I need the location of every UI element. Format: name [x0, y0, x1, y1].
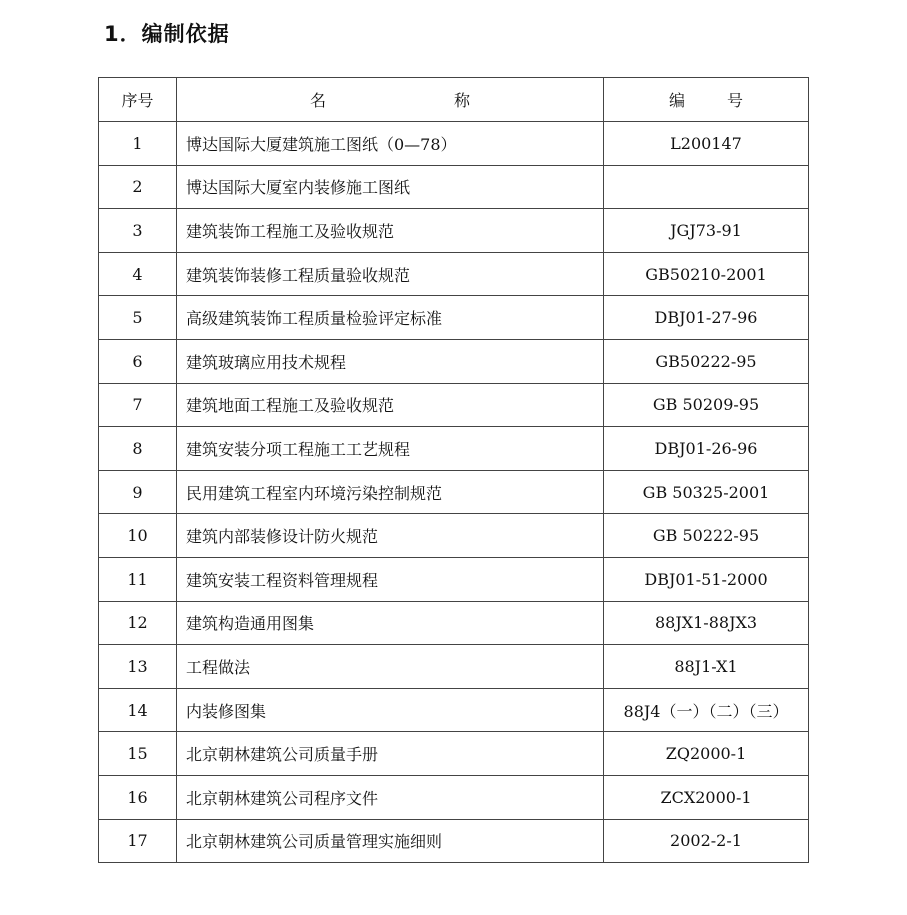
section-heading: 1．编制依据	[104, 22, 230, 46]
row-index: 3	[99, 209, 177, 253]
row-index: 2	[99, 165, 177, 209]
row-code: 88J1-X1	[604, 645, 809, 689]
row-name: 建筑安装分项工程施工工艺规程	[177, 427, 604, 471]
table-row	[99, 122, 809, 166]
basis-table	[98, 77, 809, 863]
header-name-char-1: 名	[309, 91, 326, 110]
row-code: GB 50222-95	[604, 514, 809, 558]
row-code: GB50210-2001	[604, 252, 809, 296]
header-code	[604, 78, 809, 122]
row-index: 10	[99, 514, 177, 558]
row-index: 9	[99, 470, 177, 514]
row-index: 1	[99, 122, 177, 166]
row-name: 建筑内部装修设计防火规范	[177, 514, 604, 558]
row-name: 北京朝林建筑公司质量手册	[177, 732, 604, 776]
row-code: 2002-2-1	[604, 819, 809, 863]
row-index: 17	[99, 819, 177, 863]
row-code: GB50222-95	[604, 339, 809, 383]
header-code-char-2: 号	[727, 91, 744, 110]
row-index: 11	[99, 557, 177, 601]
table-row	[99, 339, 809, 383]
table-row	[99, 645, 809, 689]
row-name: 北京朝林建筑公司质量管理实施细则	[177, 819, 604, 863]
table-row	[99, 383, 809, 427]
row-code: 88J4（一）（二）（三）	[604, 688, 809, 732]
row-name: 建筑装饰装修工程质量验收规范	[177, 252, 604, 296]
row-code: L200147	[604, 122, 809, 166]
row-code	[604, 165, 809, 209]
table-row	[99, 252, 809, 296]
row-code: JGJ73-91	[604, 209, 809, 253]
row-index: 15	[99, 732, 177, 776]
row-index: 8	[99, 427, 177, 471]
row-name: 工程做法	[177, 645, 604, 689]
table-row	[99, 819, 809, 863]
row-name: 北京朝林建筑公司程序文件	[177, 775, 604, 819]
row-code: ZQ2000-1	[604, 732, 809, 776]
row-name: 建筑玻璃应用技术规程	[177, 339, 604, 383]
table-row	[99, 732, 809, 776]
row-index: 14	[99, 688, 177, 732]
row-index: 7	[99, 383, 177, 427]
row-code: 88JX1-88JX3	[604, 601, 809, 645]
table-row	[99, 209, 809, 253]
row-index: 12	[99, 601, 177, 645]
table-header-row	[99, 78, 809, 122]
table-row	[99, 514, 809, 558]
table-row	[99, 688, 809, 732]
row-index: 16	[99, 775, 177, 819]
row-name: 建筑安装工程资料管理规程	[177, 557, 604, 601]
row-code: ZCX2000-1	[604, 775, 809, 819]
row-name: 博达国际大厦建筑施工图纸（0—78）	[177, 122, 604, 166]
row-name: 建筑地面工程施工及验收规范	[177, 383, 604, 427]
row-code: DBJ01-26-96	[604, 427, 809, 471]
table-row	[99, 427, 809, 471]
row-code: GB 50325-2001	[604, 470, 809, 514]
row-name: 建筑装饰工程施工及验收规范	[177, 209, 604, 253]
table-row	[99, 557, 809, 601]
row-name: 高级建筑装饰工程质量检验评定标准	[177, 296, 604, 340]
table-row	[99, 775, 809, 819]
table-row	[99, 296, 809, 340]
header-name-char-2: 称	[454, 91, 471, 110]
row-index: 4	[99, 252, 177, 296]
row-name: 内装修图集	[177, 688, 604, 732]
row-code: DBJ01-51-2000	[604, 557, 809, 601]
row-index: 6	[99, 339, 177, 383]
row-index: 5	[99, 296, 177, 340]
row-code: GB 50209-95	[604, 383, 809, 427]
header-index: 序号	[99, 78, 177, 122]
row-name: 建筑构造通用图集	[177, 601, 604, 645]
table-row	[99, 470, 809, 514]
row-name: 博达国际大厦室内装修施工图纸	[177, 165, 604, 209]
table-row	[99, 165, 809, 209]
table-row	[99, 601, 809, 645]
header-name	[177, 78, 604, 122]
row-name: 民用建筑工程室内环境污染控制规范	[177, 470, 604, 514]
row-code: DBJ01-27-96	[604, 296, 809, 340]
header-code-char-1: 编	[668, 91, 685, 110]
row-index: 13	[99, 645, 177, 689]
